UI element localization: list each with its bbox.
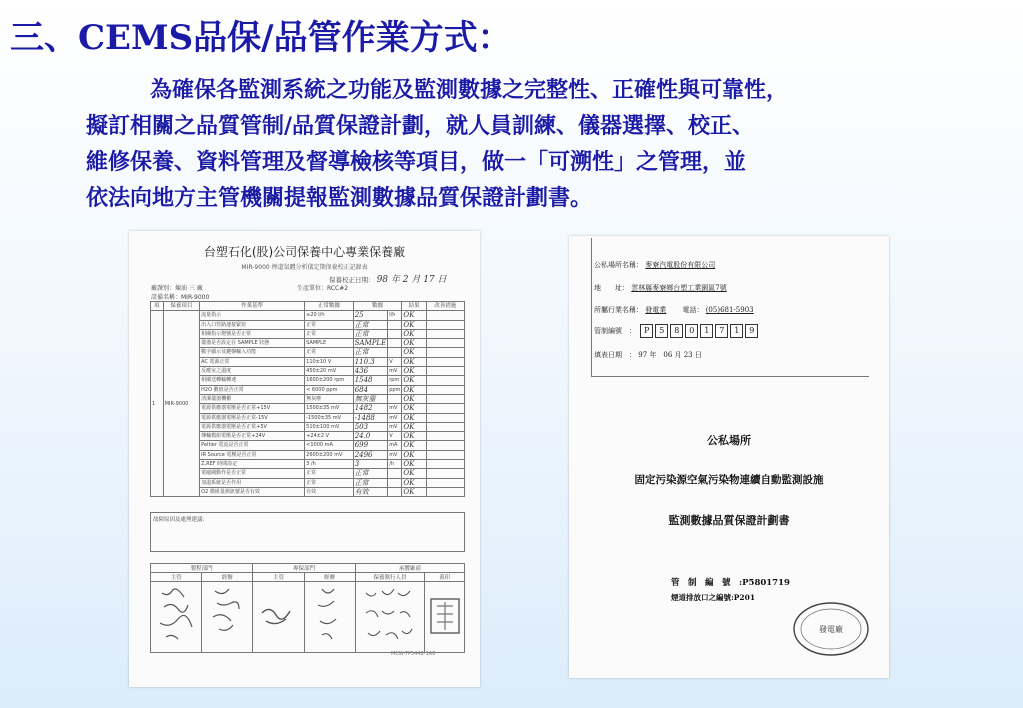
company-stamp [425, 582, 465, 653]
cell-value: 正常 [353, 469, 388, 478]
record-title: 台塑石化(股)公司保養中心專業保養廠 [203, 245, 406, 259]
cell-desc: H2O 數值是否正常 [200, 385, 305, 394]
control-digit-box: 0 [685, 324, 698, 338]
cell-standard: 無灰塵 [305, 394, 354, 403]
cell-value: 25 [353, 311, 388, 320]
sign-role: 經辦 [202, 573, 253, 582]
slide-title: 三、CEMS品保/品管作業方式： [10, 18, 512, 58]
sign-dept: 承攬廠商 [355, 564, 464, 573]
cell-improvement [426, 385, 464, 394]
cell-value: SAMPLE [354, 339, 387, 348]
cell-result: OK [402, 478, 426, 487]
cell-improvement [426, 422, 464, 431]
slide-paragraph [86, 72, 986, 216]
cell-value: 436 [353, 367, 388, 376]
cell-standard: 正常 [305, 469, 354, 478]
cell-unit: ppm [389, 386, 401, 393]
cell-standard: SAMPLE [305, 339, 354, 348]
header-cell: 改善措施 [426, 302, 464, 311]
cell-unit: mV [388, 413, 402, 422]
cell-desc: 加溫系統是否作用 [200, 478, 305, 487]
cell-improvement [426, 348, 464, 357]
cell-unit: rpm [388, 376, 402, 385]
cell-value: 24.0 [353, 432, 388, 441]
cell-improvement [426, 404, 464, 413]
cell-result: OK [402, 394, 426, 403]
cell-result: OK [402, 385, 426, 394]
cell-standard: 1600±200 rpm [305, 376, 354, 385]
cell-desc: 電源供應器電壓是否正常+15V [200, 404, 305, 413]
cell-unit: l/h [388, 311, 402, 320]
cell-desc: 反應室之溫度 [200, 367, 305, 376]
cell-standard: ≥20 l/h [305, 311, 354, 320]
cell-desc: 電源供應器電壓是否正常-15V [200, 413, 305, 422]
cell-result: OK [402, 469, 426, 478]
cell-result: OK [402, 487, 426, 496]
cover-stack-code: 煙道排放口之編號:P201 [671, 593, 756, 602]
cell-desc: O2 模組量測訊號是否有效 [200, 487, 305, 496]
cover-row-value: (05)681-5903 [705, 306, 754, 314]
control-number-boxes [638, 327, 758, 335]
sign-role: 主管 [151, 573, 202, 582]
cell-improvement [426, 441, 464, 450]
cell-standard: 正常 [305, 478, 354, 487]
paragraph-line: 維修保養、資料管理及督導檢核等項目，做一「可溯性」之管理，並 [86, 149, 747, 175]
cover-row-date [594, 350, 702, 360]
cell-improvement [426, 394, 464, 403]
cell-result: OK [402, 367, 426, 376]
sign-role: 蓋印 [425, 573, 465, 582]
header-cell: 數據 [353, 302, 402, 311]
record-unit: 廠課別：煉油 三 廠 [151, 285, 203, 292]
cover-row-label: 所屬行業名稱： [594, 306, 643, 314]
cover-row-value: 麥寮汽電股份有限公司 [645, 261, 716, 269]
cover-row-control-number [594, 324, 758, 338]
cover-row-label: 管制編號 ： [594, 327, 636, 335]
cell-desc: 電源供應器電壓是否正常+5V [200, 422, 305, 431]
cover-row-label: 公私場所名稱： [594, 261, 643, 269]
cell-desc: 數字顯示及鍵盤輸入功能 [200, 348, 305, 357]
cell-improvement [426, 367, 464, 376]
cell-value: 有效 [353, 487, 388, 496]
cell-result: OK [402, 329, 426, 338]
cell-desc: Z,REF 時間設定 [200, 460, 305, 469]
cover-control-code: 管 制 編 號 :P5801719 [671, 578, 790, 588]
cell-standard: 2600±200 mV [305, 450, 354, 459]
cell-result: OK [402, 404, 426, 413]
svg-text:發電廠: 發電廠 [819, 625, 843, 634]
cell-desc: 清潔儀器機櫃 [200, 394, 305, 403]
cell-standard: <1000 mA [305, 441, 354, 450]
signature-scribble [151, 582, 202, 653]
cell-standard: 1500±35 mV [305, 404, 354, 413]
qa-plan-cover-image [569, 236, 889, 678]
cell-improvement [426, 413, 464, 422]
header-cell: 正常數據 [305, 302, 354, 311]
cell-unit [388, 478, 402, 487]
record-tag: 生產單位：RCC#2 [297, 285, 349, 292]
header-cell: 保養項目 [163, 302, 199, 311]
cell-result: OK [402, 348, 426, 357]
cell-unit [388, 487, 402, 496]
cell-standard: 3 /h [305, 460, 354, 469]
form-divider [591, 376, 869, 377]
cell-unit: mV [388, 450, 402, 459]
sign-role: 經辦 [304, 573, 355, 582]
cell-improvement [426, 478, 464, 487]
cell-result: OK [402, 441, 426, 450]
cell-improvement [426, 329, 464, 338]
cell-desc: AC 電源正常 [200, 357, 305, 366]
signature-scribble [304, 582, 355, 653]
cover-row-value: 發電業 [645, 306, 667, 314]
header-cell: 項 [151, 302, 164, 311]
sign-role: 保養執行人員 [355, 573, 424, 582]
cell-unit: mV [388, 367, 402, 376]
record-date-label: 保養校正日期： [329, 276, 375, 284]
cell-unit: mA [388, 441, 402, 450]
cell-desc: 出入口管路連接緊密 [200, 320, 305, 329]
cell-improvement [426, 357, 464, 366]
cell-result: OK [402, 422, 426, 431]
cell-value: 2496 [353, 450, 388, 459]
control-digit-box: 7 [715, 324, 728, 338]
sign-dept: 專保部門 [253, 564, 355, 573]
table-row [151, 311, 465, 320]
cell-value: 正常 [353, 348, 388, 357]
cell-result: OK [402, 450, 426, 459]
cell-standard: 510±100 mV [305, 422, 354, 431]
signature-scribble [355, 582, 424, 653]
cell-desc: 流量指示 [200, 311, 305, 320]
record-table-header [151, 302, 465, 311]
cell-unit [388, 339, 402, 348]
cover-row-label: 電話： [682, 306, 704, 314]
cell-value: 110.3 [353, 357, 388, 366]
record-remark: 故障原因及處理建議： [150, 512, 465, 552]
paragraph-line: 依法向地方主管機關提報監測數據品質保證計劃書。 [86, 185, 593, 211]
cell-value: 正常 [353, 478, 388, 487]
cell-standard: 正常 [305, 329, 354, 338]
paragraph-line: 為確保各監測系統之功能及監測數據之完整性、正確性與可靠性， [150, 77, 789, 103]
cover-row-company [594, 260, 715, 270]
cell-value: 3 [353, 460, 388, 469]
cell-value: 684 [353, 385, 388, 394]
cell-standard: 正常 [305, 348, 354, 357]
cover-row-address [594, 283, 727, 293]
cell-unit: /h [388, 460, 402, 469]
cell-improvement [426, 376, 464, 385]
cell-improvement [426, 450, 464, 459]
cell-result: OK [402, 311, 426, 320]
cell-result: OK [402, 413, 426, 422]
header-cell: 結果 [402, 302, 426, 311]
cell-desc: 儀器是否設定在 SAMPLE 狀態 [200, 339, 305, 348]
cell-value: 699 [353, 441, 388, 450]
header-cell: 作業基準 [200, 302, 305, 311]
control-digit-box: 5 [655, 324, 668, 338]
cell-unit: mV [388, 422, 402, 431]
cell-unit: V [388, 432, 402, 441]
cell-value: 1548 [353, 376, 388, 385]
company-seal [791, 600, 871, 658]
signature-scribble [202, 582, 253, 653]
control-digit-box: 9 [745, 324, 758, 338]
record-subtitle: MIR-9000 煙道氣體分析儀定期保養校正記錄表 [241, 264, 368, 271]
cell-desc: 相關送轉輪轉速 [200, 376, 305, 385]
cell-result: OK [402, 376, 426, 385]
cell-unit [388, 394, 402, 403]
item-name: MIR-9000 [163, 311, 199, 497]
item-number: 1 [151, 311, 164, 497]
cover-row-value: 雲林縣麥寮鄉台塑工業園區7號 [631, 284, 727, 292]
cell-standard: < 6000 ppm [305, 385, 354, 394]
form-border [591, 238, 592, 376]
control-digit-box: 1 [730, 324, 743, 338]
cell-result: OK [402, 320, 426, 329]
cell-unit [388, 469, 402, 478]
cover-heading-1: 公私場所 [707, 434, 751, 447]
sign-role: 主管 [253, 573, 304, 582]
cell-value: 1482 [353, 404, 388, 413]
sign-dept: 製程部門 [151, 564, 253, 573]
cell-standard: -1500±35 mV [305, 413, 354, 422]
cell-value: -1488 [353, 413, 388, 422]
cell-standard: 450±20 mV [305, 367, 354, 376]
cell-standard: 正常 [305, 320, 354, 329]
cell-result: OK [402, 432, 426, 441]
cell-standard: 110±10 V [305, 357, 354, 366]
record-date-value: 98 年 2 月 17 日 [376, 275, 447, 285]
cell-desc: 相關指示燈號是否正常 [200, 329, 305, 338]
cell-value: 正常 [353, 329, 388, 338]
cell-improvement [426, 469, 464, 478]
cover-row-label: 填表日期 ： [594, 351, 636, 359]
record-footer-code: MCW-TP5448-3A6 [391, 651, 436, 657]
control-digit-box: 1 [700, 324, 713, 338]
signature-scribble [253, 582, 304, 653]
maintenance-record-image [129, 231, 480, 687]
cover-heading-3: 監測數據品質保證計劃書 [668, 514, 790, 527]
cell-unit [388, 329, 402, 338]
cell-unit [388, 320, 402, 329]
cell-result: OK [402, 460, 426, 469]
cell-desc: 傳輸模組電壓是否正常+24V [200, 432, 305, 441]
record-table-body [151, 311, 465, 497]
cell-improvement [426, 487, 464, 496]
cover-row-label: 地 址： [594, 284, 629, 292]
cell-result: OK [402, 357, 426, 366]
cell-value: 正常 [353, 320, 388, 329]
cell-result: OK [402, 339, 426, 348]
record-device: 設備名稱：MIR-9000 [151, 294, 210, 301]
cell-unit: mV [388, 404, 402, 413]
cell-improvement [426, 460, 464, 469]
cell-desc: IR Source 電壓是否正常 [200, 450, 305, 459]
control-digit-box: P [640, 324, 653, 338]
paragraph-line: 擬訂相關之品質管制/品質保證計劃，就人員訓練、儀器選擇、校正、 [86, 113, 755, 139]
cell-unit: V [388, 357, 402, 366]
cover-row-value: 97 年 06 月 23 日 [638, 351, 702, 359]
cell-improvement [426, 432, 464, 441]
cell-value: 無灰塵 [353, 394, 388, 403]
cell-unit [388, 348, 402, 357]
cell-desc: Peltier 電流是否正常 [200, 441, 305, 450]
cover-heading-2: 固定污染源空氣污染物連續自動監測設施 [634, 474, 824, 486]
cell-improvement [426, 311, 464, 320]
cover-row-industry [594, 305, 754, 315]
cell-value: 503 [353, 422, 388, 431]
control-digit-box: 8 [670, 324, 683, 338]
cell-improvement [426, 339, 464, 348]
cell-standard: +24±2 V [305, 432, 354, 441]
record-table [150, 301, 465, 497]
cell-improvement [426, 320, 464, 329]
cell-desc: 電磁閥動作是否正常 [200, 469, 305, 478]
cell-standard: 有效 [305, 487, 354, 496]
signature-table [150, 563, 465, 653]
